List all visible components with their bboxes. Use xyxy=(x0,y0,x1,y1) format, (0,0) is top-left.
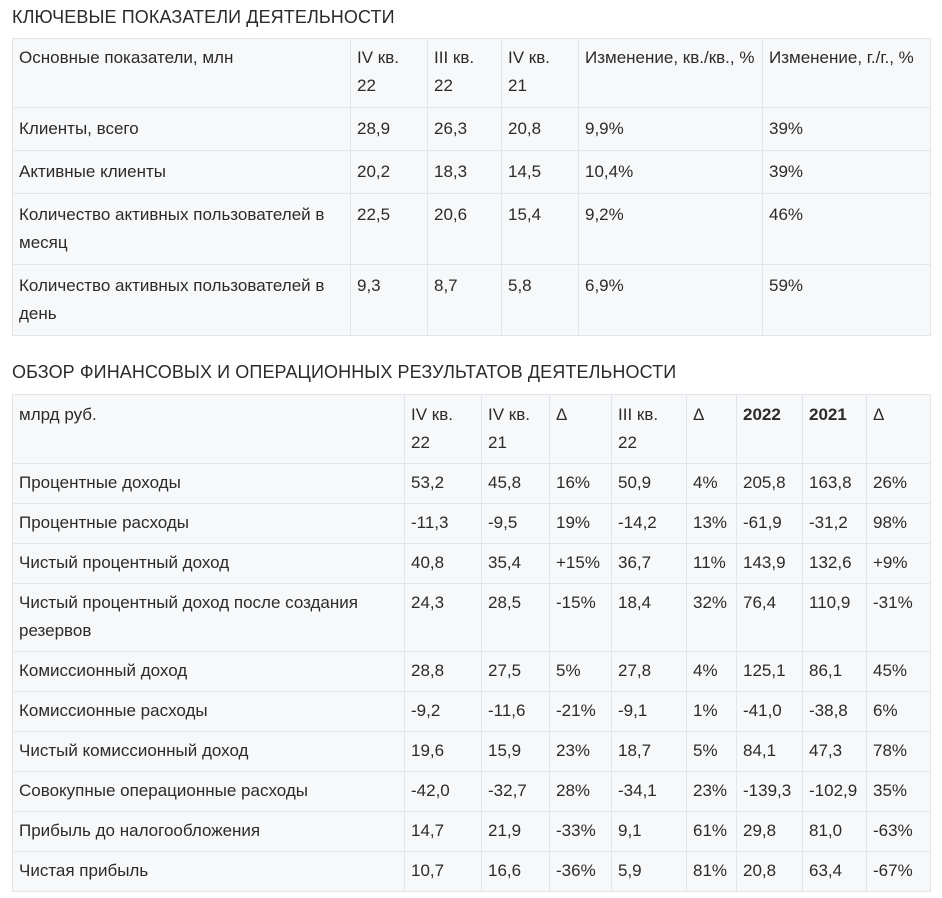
value-cell: 78% xyxy=(867,732,931,772)
financial-results-table xyxy=(12,394,931,892)
value-cell: 45% xyxy=(867,652,931,692)
row-label-cell: Процентные расходы xyxy=(13,504,405,544)
value-cell: 6,9% xyxy=(579,265,763,336)
table-row xyxy=(13,812,931,852)
column-header: Δ xyxy=(550,395,612,464)
value-cell: -15% xyxy=(550,584,612,652)
row-label-cell: Комиссионный доход xyxy=(13,652,405,692)
value-cell: -33% xyxy=(550,812,612,852)
table-row xyxy=(13,544,931,584)
value-cell: 84,1 xyxy=(737,732,803,772)
value-cell: 6% xyxy=(867,692,931,732)
value-cell: -34,1 xyxy=(612,772,687,812)
value-cell: 132,6 xyxy=(803,544,867,584)
value-cell: 45,8 xyxy=(482,464,550,504)
row-label-cell: Прибыль до налогообложения xyxy=(13,812,405,852)
value-cell: 63,4 xyxy=(803,852,867,892)
row-label-cell: Чистый комиссионный доход xyxy=(13,732,405,772)
value-cell: 19% xyxy=(550,504,612,544)
value-cell: +15% xyxy=(550,544,612,584)
value-cell: 19,6 xyxy=(405,732,482,772)
table-row xyxy=(13,772,931,812)
key-indicators-table xyxy=(12,38,931,336)
value-cell: 39% xyxy=(763,108,931,151)
value-cell: 4% xyxy=(687,464,737,504)
value-cell: 9,3 xyxy=(351,265,428,336)
value-cell: 16% xyxy=(550,464,612,504)
value-cell: 59% xyxy=(763,265,931,336)
value-cell: 24,3 xyxy=(405,584,482,652)
table-row xyxy=(13,692,931,732)
value-cell: 76,4 xyxy=(737,584,803,652)
value-cell: 81% xyxy=(687,852,737,892)
value-cell: 9,2% xyxy=(579,194,763,265)
value-cell: 28% xyxy=(550,772,612,812)
column-header: 2022 xyxy=(737,395,803,464)
value-cell: 5,9 xyxy=(612,852,687,892)
row-label-cell: Комиссионные расходы xyxy=(13,692,405,732)
table-row xyxy=(13,852,931,892)
value-cell: 61% xyxy=(687,812,737,852)
value-cell: -21% xyxy=(550,692,612,732)
column-header: Δ xyxy=(867,395,931,464)
value-cell: -9,5 xyxy=(482,504,550,544)
value-cell: 20,2 xyxy=(351,151,428,194)
value-cell: 21,9 xyxy=(482,812,550,852)
row-label-cell: Процентные доходы xyxy=(13,464,405,504)
value-cell: 5,8 xyxy=(502,265,579,336)
table-row xyxy=(13,265,931,336)
column-header: III кв. 22 xyxy=(428,39,502,108)
section-title-financial-results: ОБЗОР ФИНАНСОВЫХ И ОПЕРАЦИОННЫХ РЕЗУЛЬТАТОВ ДЕЯТЕЛЬНОСТИ xyxy=(12,362,677,382)
value-cell: 50,9 xyxy=(612,464,687,504)
value-cell: -32,7 xyxy=(482,772,550,812)
value-cell: -9,2 xyxy=(405,692,482,732)
value-cell: 36,7 xyxy=(612,544,687,584)
value-cell: -41,0 xyxy=(737,692,803,732)
value-cell: -11,6 xyxy=(482,692,550,732)
value-cell: 28,5 xyxy=(482,584,550,652)
value-cell: -11,3 xyxy=(405,504,482,544)
value-cell: 20,6 xyxy=(428,194,502,265)
value-cell: 98% xyxy=(867,504,931,544)
value-cell: -139,3 xyxy=(737,772,803,812)
value-cell: -67% xyxy=(867,852,931,892)
column-header: млрд руб. xyxy=(13,395,405,464)
value-cell: 20,8 xyxy=(737,852,803,892)
column-header: 2021 xyxy=(803,395,867,464)
value-cell: 8,7 xyxy=(428,265,502,336)
value-cell: 20,8 xyxy=(502,108,579,151)
column-header: IV кв. 22 xyxy=(351,39,428,108)
value-cell: 39% xyxy=(763,151,931,194)
value-cell: +9% xyxy=(867,544,931,584)
value-cell: 35,4 xyxy=(482,544,550,584)
value-cell: 10,4% xyxy=(579,151,763,194)
value-cell: 46% xyxy=(763,194,931,265)
table-header-row xyxy=(13,39,931,108)
value-cell: -31,2 xyxy=(803,504,867,544)
value-cell: 163,8 xyxy=(803,464,867,504)
value-cell: 143,9 xyxy=(737,544,803,584)
row-label-cell: Количество активных пользователей в день xyxy=(13,265,351,336)
column-header: IV кв. 21 xyxy=(482,395,550,464)
row-label-cell: Чистый процентный доход после создания резервов xyxy=(13,584,405,652)
column-header: III кв. 22 xyxy=(612,395,687,464)
table-header-row xyxy=(13,395,931,464)
column-header: Изменение, кв./кв., % xyxy=(579,39,763,108)
value-cell: 18,7 xyxy=(612,732,687,772)
section-title-key-indicators: КЛЮЧЕВЫЕ ПОКАЗАТЕЛИ ДЕЯТЕЛЬНОСТИ xyxy=(12,7,395,27)
value-cell: 1% xyxy=(687,692,737,732)
column-header: Изменение, г./г., % xyxy=(763,39,931,108)
table-row xyxy=(13,151,931,194)
value-cell: 27,5 xyxy=(482,652,550,692)
value-cell: -38,8 xyxy=(803,692,867,732)
table-row xyxy=(13,584,931,652)
value-cell: 4% xyxy=(687,652,737,692)
value-cell: 11% xyxy=(687,544,737,584)
value-cell: 35% xyxy=(867,772,931,812)
value-cell: 10,7 xyxy=(405,852,482,892)
value-cell: 53,2 xyxy=(405,464,482,504)
value-cell: 27,8 xyxy=(612,652,687,692)
value-cell: 81,0 xyxy=(803,812,867,852)
value-cell: -61,9 xyxy=(737,504,803,544)
value-cell: 86,1 xyxy=(803,652,867,692)
value-cell: 18,4 xyxy=(612,584,687,652)
column-header: IV кв. 21 xyxy=(502,39,579,108)
value-cell: -42,0 xyxy=(405,772,482,812)
row-label-cell: Активные клиенты xyxy=(13,151,351,194)
table-row xyxy=(13,108,931,151)
value-cell: 32% xyxy=(687,584,737,652)
value-cell: 40,8 xyxy=(405,544,482,584)
value-cell: 22,5 xyxy=(351,194,428,265)
value-cell: -36% xyxy=(550,852,612,892)
table-row xyxy=(13,504,931,544)
value-cell: 26% xyxy=(867,464,931,504)
value-cell: 23% xyxy=(687,772,737,812)
value-cell: 15,9 xyxy=(482,732,550,772)
value-cell: 28,9 xyxy=(351,108,428,151)
value-cell: 9,9% xyxy=(579,108,763,151)
value-cell: 14,7 xyxy=(405,812,482,852)
value-cell: -31% xyxy=(867,584,931,652)
value-cell: 26,3 xyxy=(428,108,502,151)
value-cell: 5% xyxy=(687,732,737,772)
value-cell: 125,1 xyxy=(737,652,803,692)
value-cell: 14,5 xyxy=(502,151,579,194)
column-header: Основные показатели, млн xyxy=(13,39,351,108)
row-label-cell: Совокупные операционные расходы xyxy=(13,772,405,812)
table-row xyxy=(13,194,931,265)
row-label-cell: Чистый процентный доход xyxy=(13,544,405,584)
value-cell: 29,8 xyxy=(737,812,803,852)
table-row xyxy=(13,732,931,772)
row-label-cell: Количество активных пользователей в месяц xyxy=(13,194,351,265)
value-cell: 18,3 xyxy=(428,151,502,194)
value-cell: 110,9 xyxy=(803,584,867,652)
value-cell: 13% xyxy=(687,504,737,544)
value-cell: 47,3 xyxy=(803,732,867,772)
value-cell: 5% xyxy=(550,652,612,692)
value-cell: -102,9 xyxy=(803,772,867,812)
value-cell: -9,1 xyxy=(612,692,687,732)
value-cell: -63% xyxy=(867,812,931,852)
column-header: Δ xyxy=(687,395,737,464)
value-cell: 15,4 xyxy=(502,194,579,265)
value-cell: 16,6 xyxy=(482,852,550,892)
column-header: IV кв. 22 xyxy=(405,395,482,464)
row-label-cell: Клиенты, всего xyxy=(13,108,351,151)
table-row xyxy=(13,464,931,504)
value-cell: 23% xyxy=(550,732,612,772)
value-cell: 205,8 xyxy=(737,464,803,504)
row-label-cell: Чистая прибыль xyxy=(13,852,405,892)
table-row xyxy=(13,652,931,692)
value-cell: 28,8 xyxy=(405,652,482,692)
value-cell: -14,2 xyxy=(612,504,687,544)
value-cell: 9,1 xyxy=(612,812,687,852)
